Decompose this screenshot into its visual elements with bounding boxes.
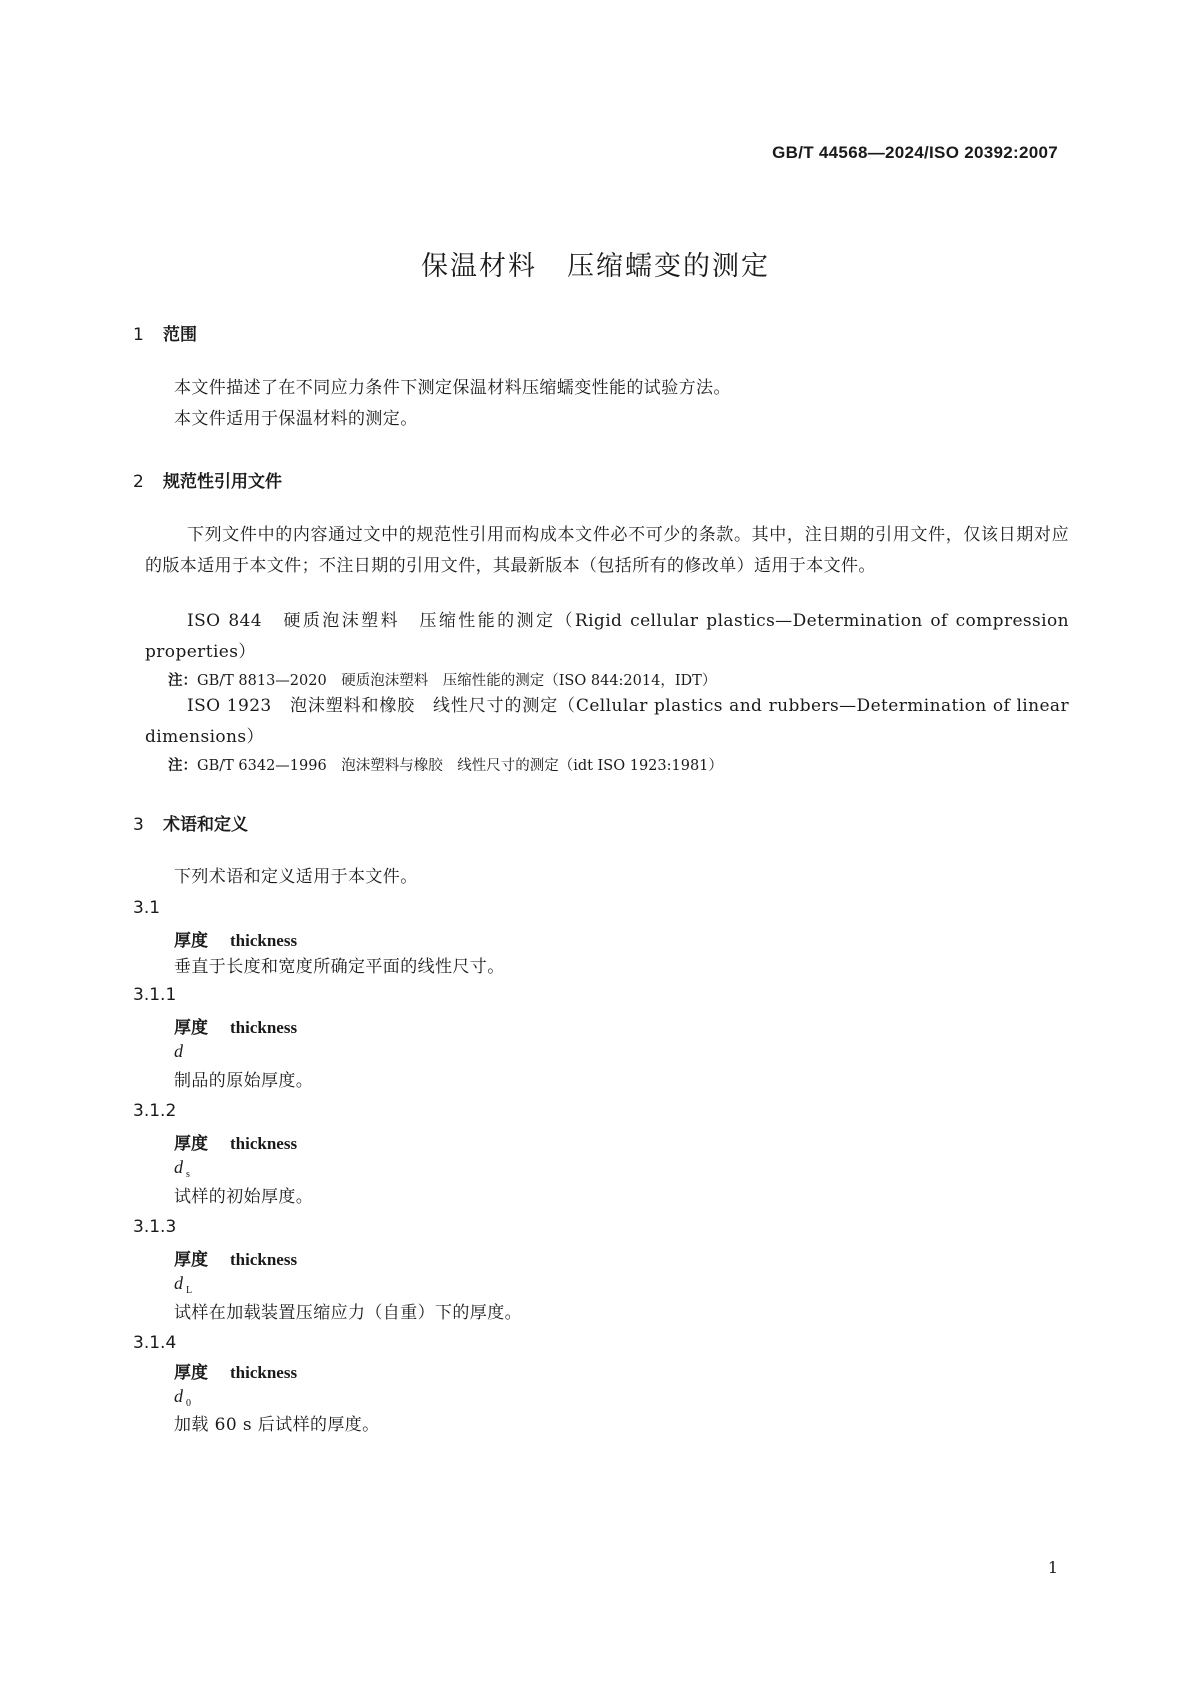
title-part1: 保温材料 <box>421 251 537 282</box>
term-symbol <box>174 1386 191 1409</box>
symbol-base: d <box>174 1273 183 1293</box>
term-number: 3.1 <box>133 898 161 918</box>
symbol-subscript: 0 <box>186 1398 191 1409</box>
section-number: 3 <box>133 815 144 835</box>
page-number: 1 <box>1047 1558 1058 1577</box>
section-2-heading <box>133 467 282 492</box>
term-heading <box>174 1245 297 1270</box>
document-title <box>0 244 1191 283</box>
note-label: 注： <box>168 758 197 774</box>
note-label: 注： <box>168 673 197 689</box>
section-1-paragraph-1: 本文件描述了在不同应力条件下测定保温材料压缩蠕变性能的试验方法。 <box>174 378 731 398</box>
term-definition: 试样在加载装置压缩应力（自重）下的厚度。 <box>174 1303 522 1323</box>
term-heading <box>174 1013 297 1038</box>
term-symbol <box>174 1273 192 1296</box>
reference-note-2 <box>168 754 723 775</box>
symbol-base: d <box>174 1041 183 1061</box>
term-en: thickness <box>230 931 298 950</box>
symbol-subscript: s <box>186 1169 190 1180</box>
reference-note-1 <box>168 669 716 690</box>
note-text: GB/T 8813—2020 硬质泡沫塑料 压缩性能的测定（ISO 844:2014，IDT） <box>197 673 717 689</box>
section-title: 范围 <box>163 325 197 345</box>
term-heading <box>174 926 297 951</box>
term-definition: 垂直于长度和宽度所确定平面的线性尺寸。 <box>174 957 505 977</box>
term-zh: 厚度 <box>174 931 208 951</box>
symbol-base: d <box>174 1157 183 1177</box>
term-symbol <box>174 1157 190 1180</box>
section-1-heading <box>133 320 197 345</box>
term-zh: 厚度 <box>174 1363 208 1383</box>
term-zh: 厚度 <box>174 1134 208 1154</box>
symbol-subscript: L <box>186 1285 193 1296</box>
term-symbol <box>174 1041 183 1062</box>
term-en: thickness <box>230 1018 298 1037</box>
term-number: 3.1.3 <box>133 1217 177 1237</box>
symbol-base: d <box>174 1386 183 1406</box>
term-definition: 制品的原始厚度。 <box>174 1071 314 1091</box>
section-3-intro: 下列术语和定义适用于本文件。 <box>174 867 418 887</box>
term-number: 3.1.1 <box>133 985 177 1005</box>
term-heading <box>174 1358 297 1383</box>
term-zh: 厚度 <box>174 1018 208 1038</box>
reference-iso-844: ISO 844 硬质泡沫塑料 压缩性能的测定（Rigid cellular plastics—Determination of compression properties） <box>145 611 1069 662</box>
section-title: 规范性引用文件 <box>163 472 282 492</box>
section-number: 2 <box>133 472 144 492</box>
term-zh: 厚度 <box>174 1250 208 1270</box>
term-definition: 试样的初始厚度。 <box>174 1187 314 1207</box>
section-1-paragraph-2: 本文件适用于保温材料的测定。 <box>174 409 418 429</box>
title-part2: 压缩蠕变的测定 <box>567 251 770 282</box>
section-number: 1 <box>133 325 144 345</box>
term-number: 3.1.4 <box>133 1333 177 1353</box>
note-text: GB/T 6342—1996 泡沫塑料与橡胶 线性尺寸的测定（idt ISO 1923:1981） <box>197 758 723 774</box>
term-en: thickness <box>230 1363 298 1382</box>
term-number: 3.1.2 <box>133 1101 177 1121</box>
term-definition: 加载 60 s 后试样的厚度。 <box>174 1415 380 1435</box>
section-3-heading <box>133 810 248 835</box>
term-en: thickness <box>230 1134 298 1153</box>
term-heading <box>174 1129 297 1154</box>
section-2-intro: 下列文件中的内容通过文中的规范性引用而构成本文件必不可少的条款。其中，注日期的引用文件，仅该日期对应的版本适用于本文件；不注日期的引用文件，其最新版本（包括所有的修改单）适用于本文件。 <box>145 525 1069 576</box>
reference-iso-1923: ISO 1923 泡沫塑料和橡胶 线性尺寸的测定（Cellular plastics and rubbers—Determination of linear dimensions） <box>145 696 1069 747</box>
term-en: thickness <box>230 1250 298 1269</box>
standard-number: GB/T 44568—2024/ISO 20392:2007 <box>772 143 1058 162</box>
section-title: 术语和定义 <box>163 815 248 835</box>
